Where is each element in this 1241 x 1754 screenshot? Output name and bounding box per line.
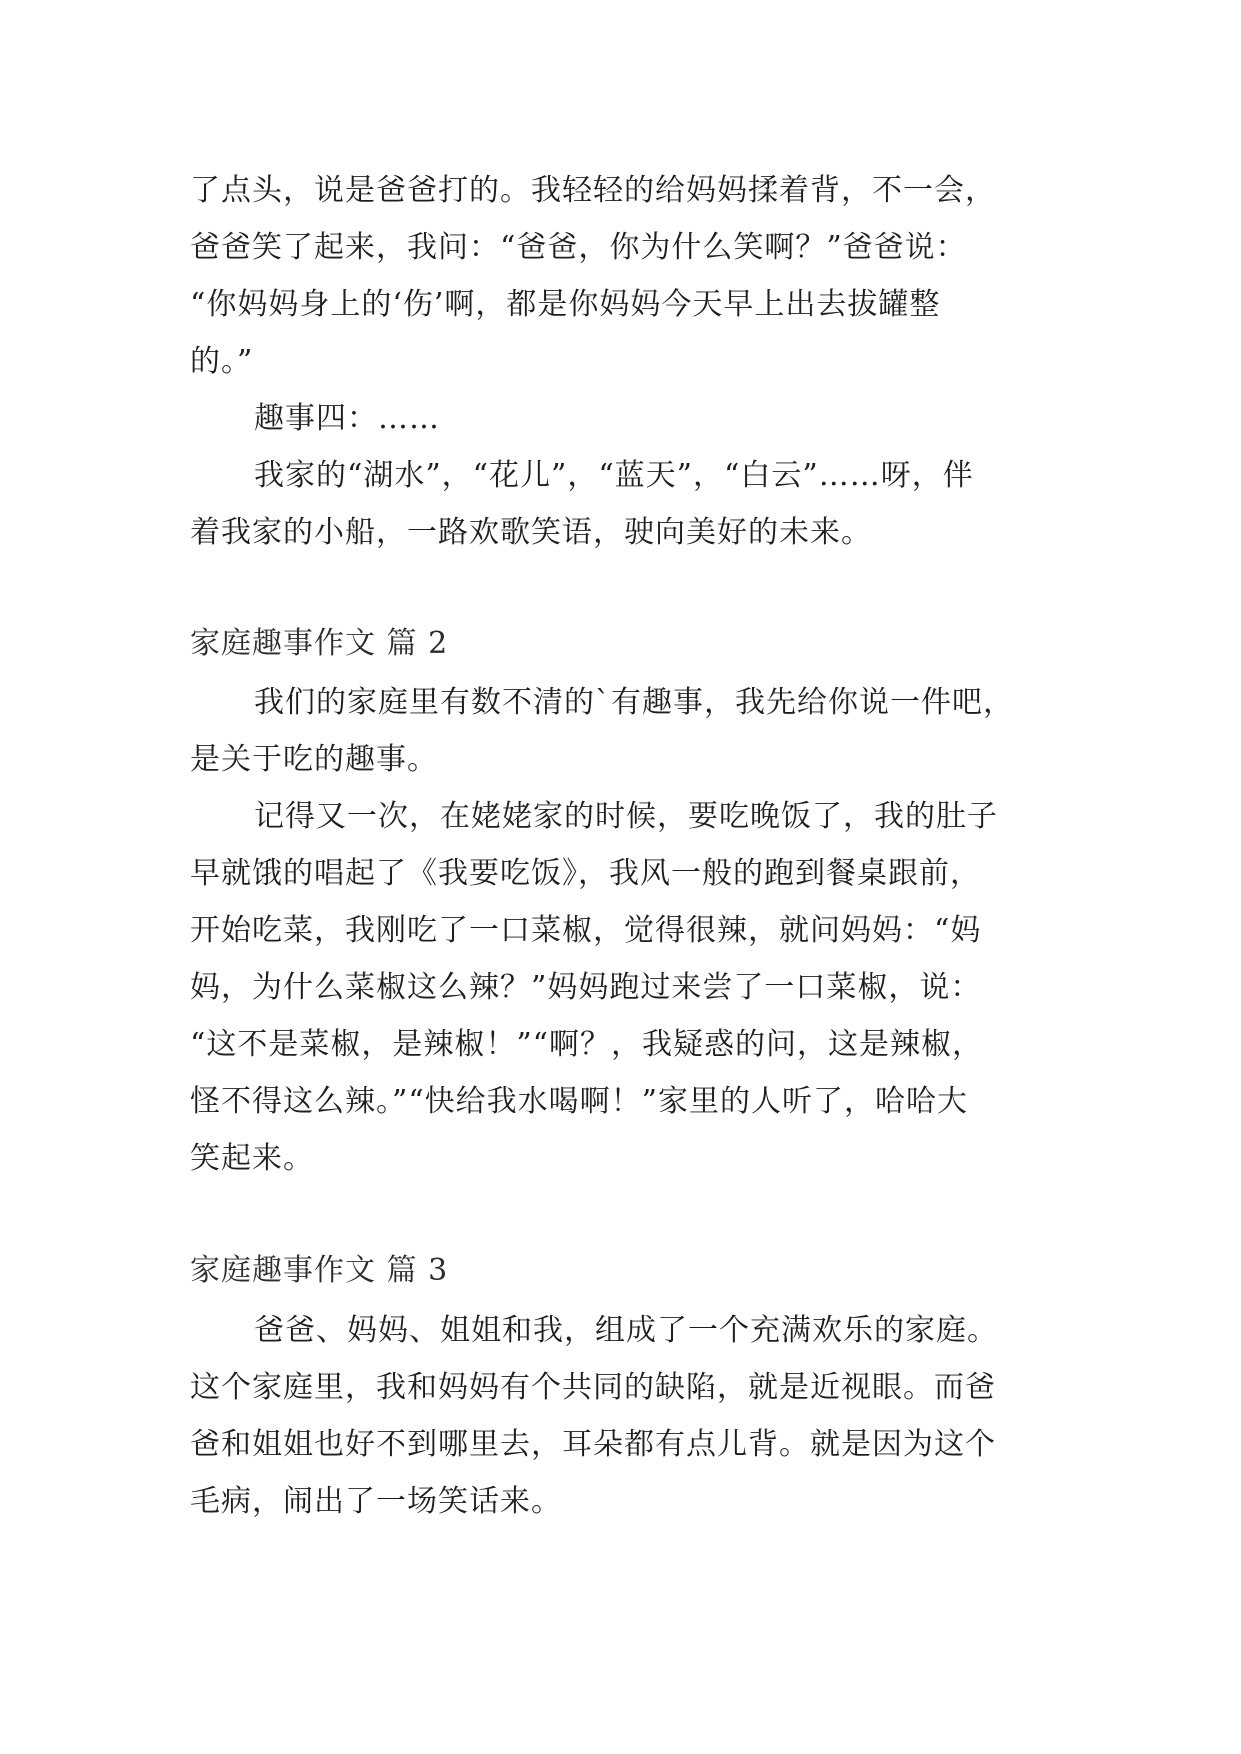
paragraph-line: 爸和姐姐也好不到哪里去，耳朵都有点儿背。就是因为这个 [190, 1427, 996, 1462]
paragraph-line: 是关于吃的趣事。 [190, 742, 438, 777]
section-heading: 家庭趣事作文 篇 2 [190, 626, 449, 661]
paragraph-line: 我家的“湖水”，“花儿”，“蓝天”，“白云”……呀，伴 [254, 458, 974, 493]
paragraph-line: 这个家庭里，我和妈妈有个共同的缺陷，就是近视眼。而爸 [190, 1370, 996, 1405]
paragraph-line: 怪不得这么辣。”“快给我水喝啊！”家里的人听了，哈哈大 [190, 1084, 969, 1119]
paragraph-line: 记得又一次，在姥姥家的时候，要吃晚饭了，我的肚子 [254, 799, 998, 834]
paragraph-line: 的。” [190, 344, 254, 379]
paragraph-line: 开始吃菜，我刚吃了一口菜椒，觉得很辣，就问妈妈：“妈 [190, 913, 982, 948]
paragraph-line: “你妈妈身上的‘伤’啊，都是你妈妈今天早上出去拔罐整 [190, 287, 941, 322]
paragraph-line: 早就饿的唱起了《我要吃饭》，我风一般的跑到餐桌跟前， [190, 856, 981, 891]
paragraph-line: “这不是菜椒，是辣椒！”“啊？，我疑惑的问，这是辣椒， [190, 1027, 984, 1062]
paragraph-line: 爸爸笑了起来，我问：“爸爸，你为什么笑啊？”爸爸说： [190, 230, 967, 265]
paragraph-line: 我们的家庭里有数不清的`有趣事，我先给你说一件吧， [254, 685, 1014, 720]
section-heading: 家庭趣事作文 篇 3 [190, 1253, 449, 1288]
paragraph-line: 妈，为什么菜椒这么辣？”妈妈跑过来尝了一口菜椒，说： [190, 970, 982, 1005]
paragraph-line: 毛病，闹出了一场笑话来。 [190, 1484, 562, 1519]
paragraph-line: 着我家的小船，一路欢歌笑语，驶向美好的未来。 [190, 515, 872, 550]
paragraph-line: 爸爸、妈妈、姐姐和我，组成了一个充满欢乐的家庭。 [254, 1313, 998, 1348]
paragraph-line: 了点头，说是爸爸打的。我轻轻的给妈妈揉着背，不一会， [190, 173, 996, 208]
paragraph-line: 趣事四：…… [254, 401, 440, 436]
paragraph-line: 笑起来。 [190, 1141, 314, 1176]
